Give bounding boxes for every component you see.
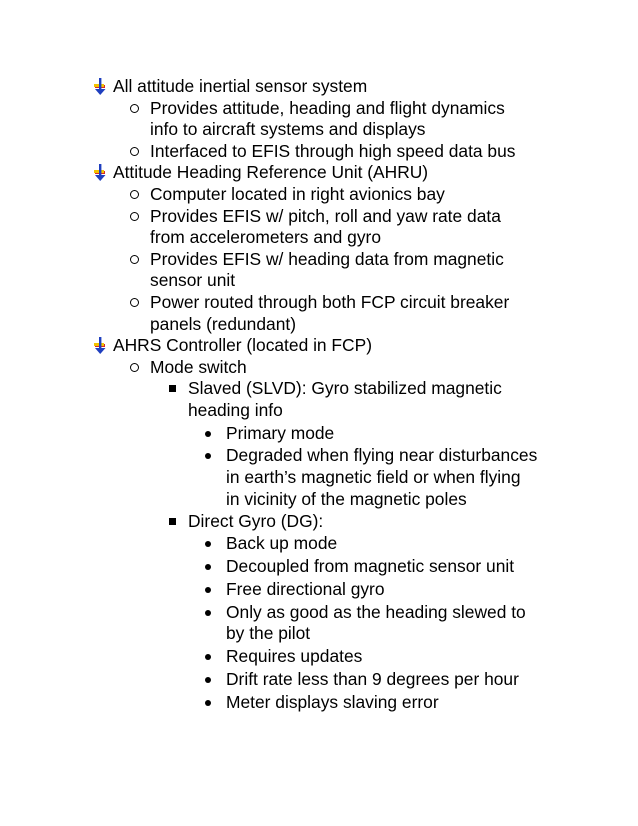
outline-detail-item	[92, 692, 592, 714]
round-dot-bullet-icon	[205, 587, 211, 593]
round-dot-bullet-icon	[205, 541, 211, 547]
round-dot-bullet-icon	[205, 564, 211, 570]
square-bullet-icon	[169, 518, 176, 525]
outline-subitem	[92, 141, 592, 163]
outline-detail-item	[92, 556, 592, 578]
outline-detail-item	[92, 445, 592, 510]
outline-subitem-line: Mode switch	[150, 356, 247, 377]
outline-detail-line: Requires updates	[226, 646, 363, 667]
outline-item-ahru	[92, 162, 592, 335]
outline-subitem	[92, 292, 592, 335]
down-arrow-bullet-icon	[92, 78, 108, 96]
outline-subitem	[92, 249, 592, 292]
outline-detail-item	[92, 646, 592, 668]
outline-detail-line: by the pilot	[226, 623, 311, 644]
outline-detail-item	[92, 602, 592, 646]
outline-detail-line: Degraded when flying near disturbances	[226, 445, 538, 466]
outline-detail-line: Free directional gyro	[226, 578, 385, 599]
hollow-circle-bullet-icon	[130, 190, 139, 199]
outline-subsubitem-line: Slaved (SLVD): Gyro stabilized magnetic	[188, 378, 502, 399]
outline-subitem-line: Provides EFIS w/ heading data from magnetic	[150, 248, 504, 269]
outline-subitem-line: info to aircraft systems and displays	[150, 119, 426, 140]
hollow-circle-bullet-icon	[130, 212, 139, 221]
outline-subitem-line: Interfaced to EFIS through high speed data bus	[150, 140, 516, 161]
outline-detail-line: Back up mode	[226, 533, 338, 554]
outline-subitem-line: Computer located in right avionics bay	[150, 183, 445, 204]
outline-subitem	[92, 184, 592, 206]
outline-detail-item	[92, 669, 592, 691]
outline-detail-line: Decoupled from magnetic sensor unit	[226, 556, 515, 577]
outline-subitem-line: Power routed through both FCP circuit breaker	[150, 291, 510, 312]
hollow-circle-bullet-icon	[130, 255, 139, 264]
square-bullet-icon	[169, 385, 176, 392]
outline-detail-line: Only as good as the heading slewed to	[226, 601, 526, 622]
outline-detail-line: Drift rate less than 9 degrees per hour	[226, 669, 519, 690]
round-dot-bullet-icon	[205, 453, 211, 459]
outline-item-inertial-system	[92, 76, 592, 162]
outline-list	[92, 76, 592, 714]
round-dot-bullet-icon	[205, 700, 211, 706]
outline-subitem-line: panels (redundant)	[150, 313, 296, 334]
outline-item-text: Attitude Heading Reference Unit (AHRU)	[113, 162, 429, 183]
outline-item-text: AHRS Controller (located in FCP)	[113, 335, 373, 356]
hollow-circle-bullet-icon	[130, 147, 139, 156]
outline-detail-item	[92, 579, 592, 601]
outline-subitem	[92, 206, 592, 249]
outline-subitem-line: sensor unit	[150, 270, 236, 291]
outline-subitem	[92, 98, 592, 141]
outline-subsubitem-line: Direct Gyro (DG):	[188, 510, 324, 531]
down-arrow-bullet-icon	[92, 337, 108, 355]
outline-subsubitem-line: heading info	[188, 399, 283, 420]
down-arrow-bullet-icon	[92, 164, 108, 182]
hollow-circle-bullet-icon	[130, 298, 139, 307]
outline-subsubitem	[92, 378, 592, 510]
outline-subitem	[92, 357, 592, 714]
outline-item-ahrs-controller	[92, 335, 592, 714]
outline-subsubitem	[92, 511, 592, 714]
round-dot-bullet-icon	[205, 654, 211, 660]
outline-detail-item	[92, 533, 592, 555]
outline-detail-line: Primary mode	[226, 422, 335, 443]
outline-subitem-line: Provides EFIS w/ pitch, roll and yaw rate data	[150, 205, 501, 226]
outline-detail-line: in vicinity of the magnetic poles	[226, 488, 467, 509]
hollow-circle-bullet-icon	[130, 104, 139, 113]
outline-item-text: All attitude inertial sensor system	[113, 76, 368, 96]
outline-detail-item	[92, 423, 592, 445]
hollow-circle-bullet-icon	[130, 363, 139, 372]
outline-detail-line: Meter displays slaving error	[226, 691, 439, 712]
outline-detail-line: in earth’s magnetic field or when flying	[226, 467, 521, 488]
round-dot-bullet-icon	[205, 610, 211, 616]
round-dot-bullet-icon	[205, 677, 211, 683]
outline-subitem-line: Provides attitude, heading and flight dynamics	[150, 97, 505, 118]
outline-subitem-line: from accelerometers and gyro	[150, 227, 382, 248]
round-dot-bullet-icon	[205, 431, 211, 437]
